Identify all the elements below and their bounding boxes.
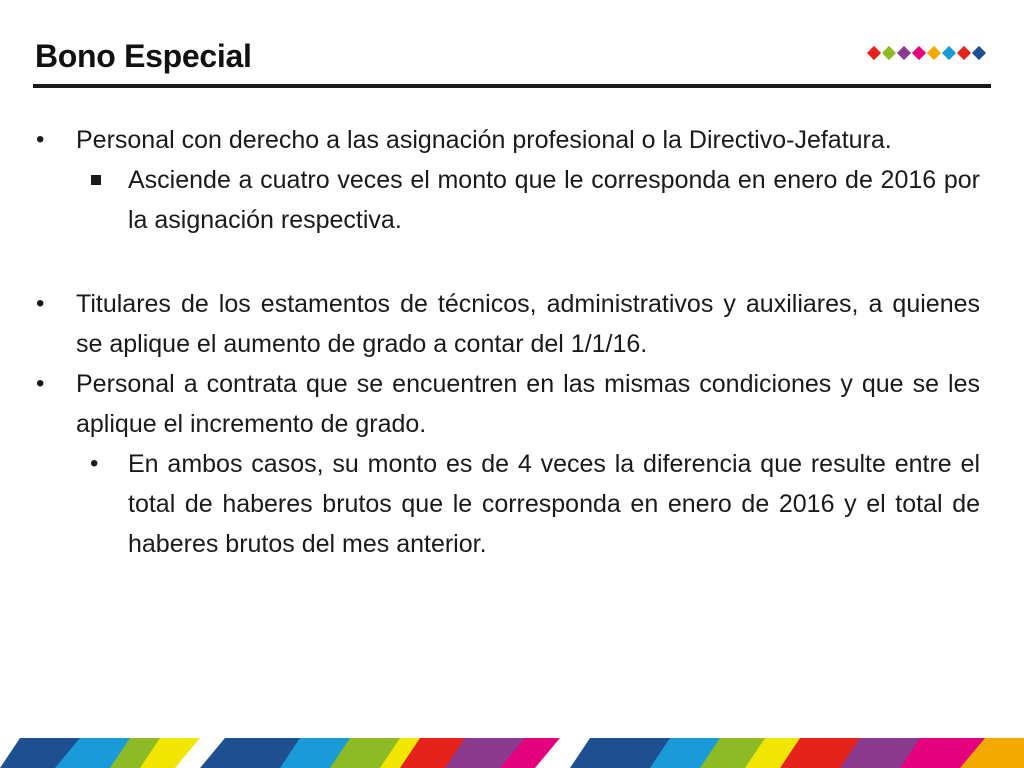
diamond-3 xyxy=(897,46,911,60)
decorative-diamonds-icon xyxy=(866,45,992,63)
bullet-dot-icon: • xyxy=(36,126,45,153)
decorative-footer-band xyxy=(0,738,1024,768)
bullet-text: Titulares de los estamentos de técnicos, administrativos y auxiliares, a quienes se aplique el aumento de grado a contar del 1/1/16. xyxy=(76,290,980,358)
sub-bullet-text: Asciende a cuatro veces el monto que le corresponda en enero de 2016 por la asignación respectiva. xyxy=(128,166,980,234)
diamond-6 xyxy=(942,46,956,60)
diamond-1 xyxy=(867,46,881,60)
bullet-dot-icon: • xyxy=(90,450,99,477)
bullet-item xyxy=(36,284,980,364)
spacer xyxy=(36,240,980,284)
sub-bullet-item xyxy=(36,160,980,240)
title-underline xyxy=(33,84,991,88)
sub-bullet-text: En ambos casos, su monto es de 4 veces la diferencia que resulte entre el total de haberes brutos que le corresponda en enero de 2016 y el total de haberes brutos del mes anterior. xyxy=(128,450,980,558)
slide-content xyxy=(36,120,980,564)
bullet-dot-icon: • xyxy=(36,290,45,317)
diamond-7 xyxy=(957,46,971,60)
bullet-text: Personal a contrata que se encuentren en las mismas condiciones y que se les aplique el incremento de grado. xyxy=(76,370,980,438)
sub-bullet-item xyxy=(36,444,980,564)
bullet-item xyxy=(36,120,980,160)
diamond-5 xyxy=(927,46,941,60)
diamond-4 xyxy=(912,46,926,60)
bullet-item xyxy=(36,364,980,444)
bullet-text: Personal con derecho a las asignación profesional o la Directivo-Jefatura. xyxy=(76,126,892,154)
diamond-8 xyxy=(972,46,986,60)
diamond-2 xyxy=(882,46,896,60)
square-bullet-icon xyxy=(91,175,101,185)
bullet-dot-icon: • xyxy=(36,370,45,397)
slide-title: Bono Especial xyxy=(35,38,252,74)
